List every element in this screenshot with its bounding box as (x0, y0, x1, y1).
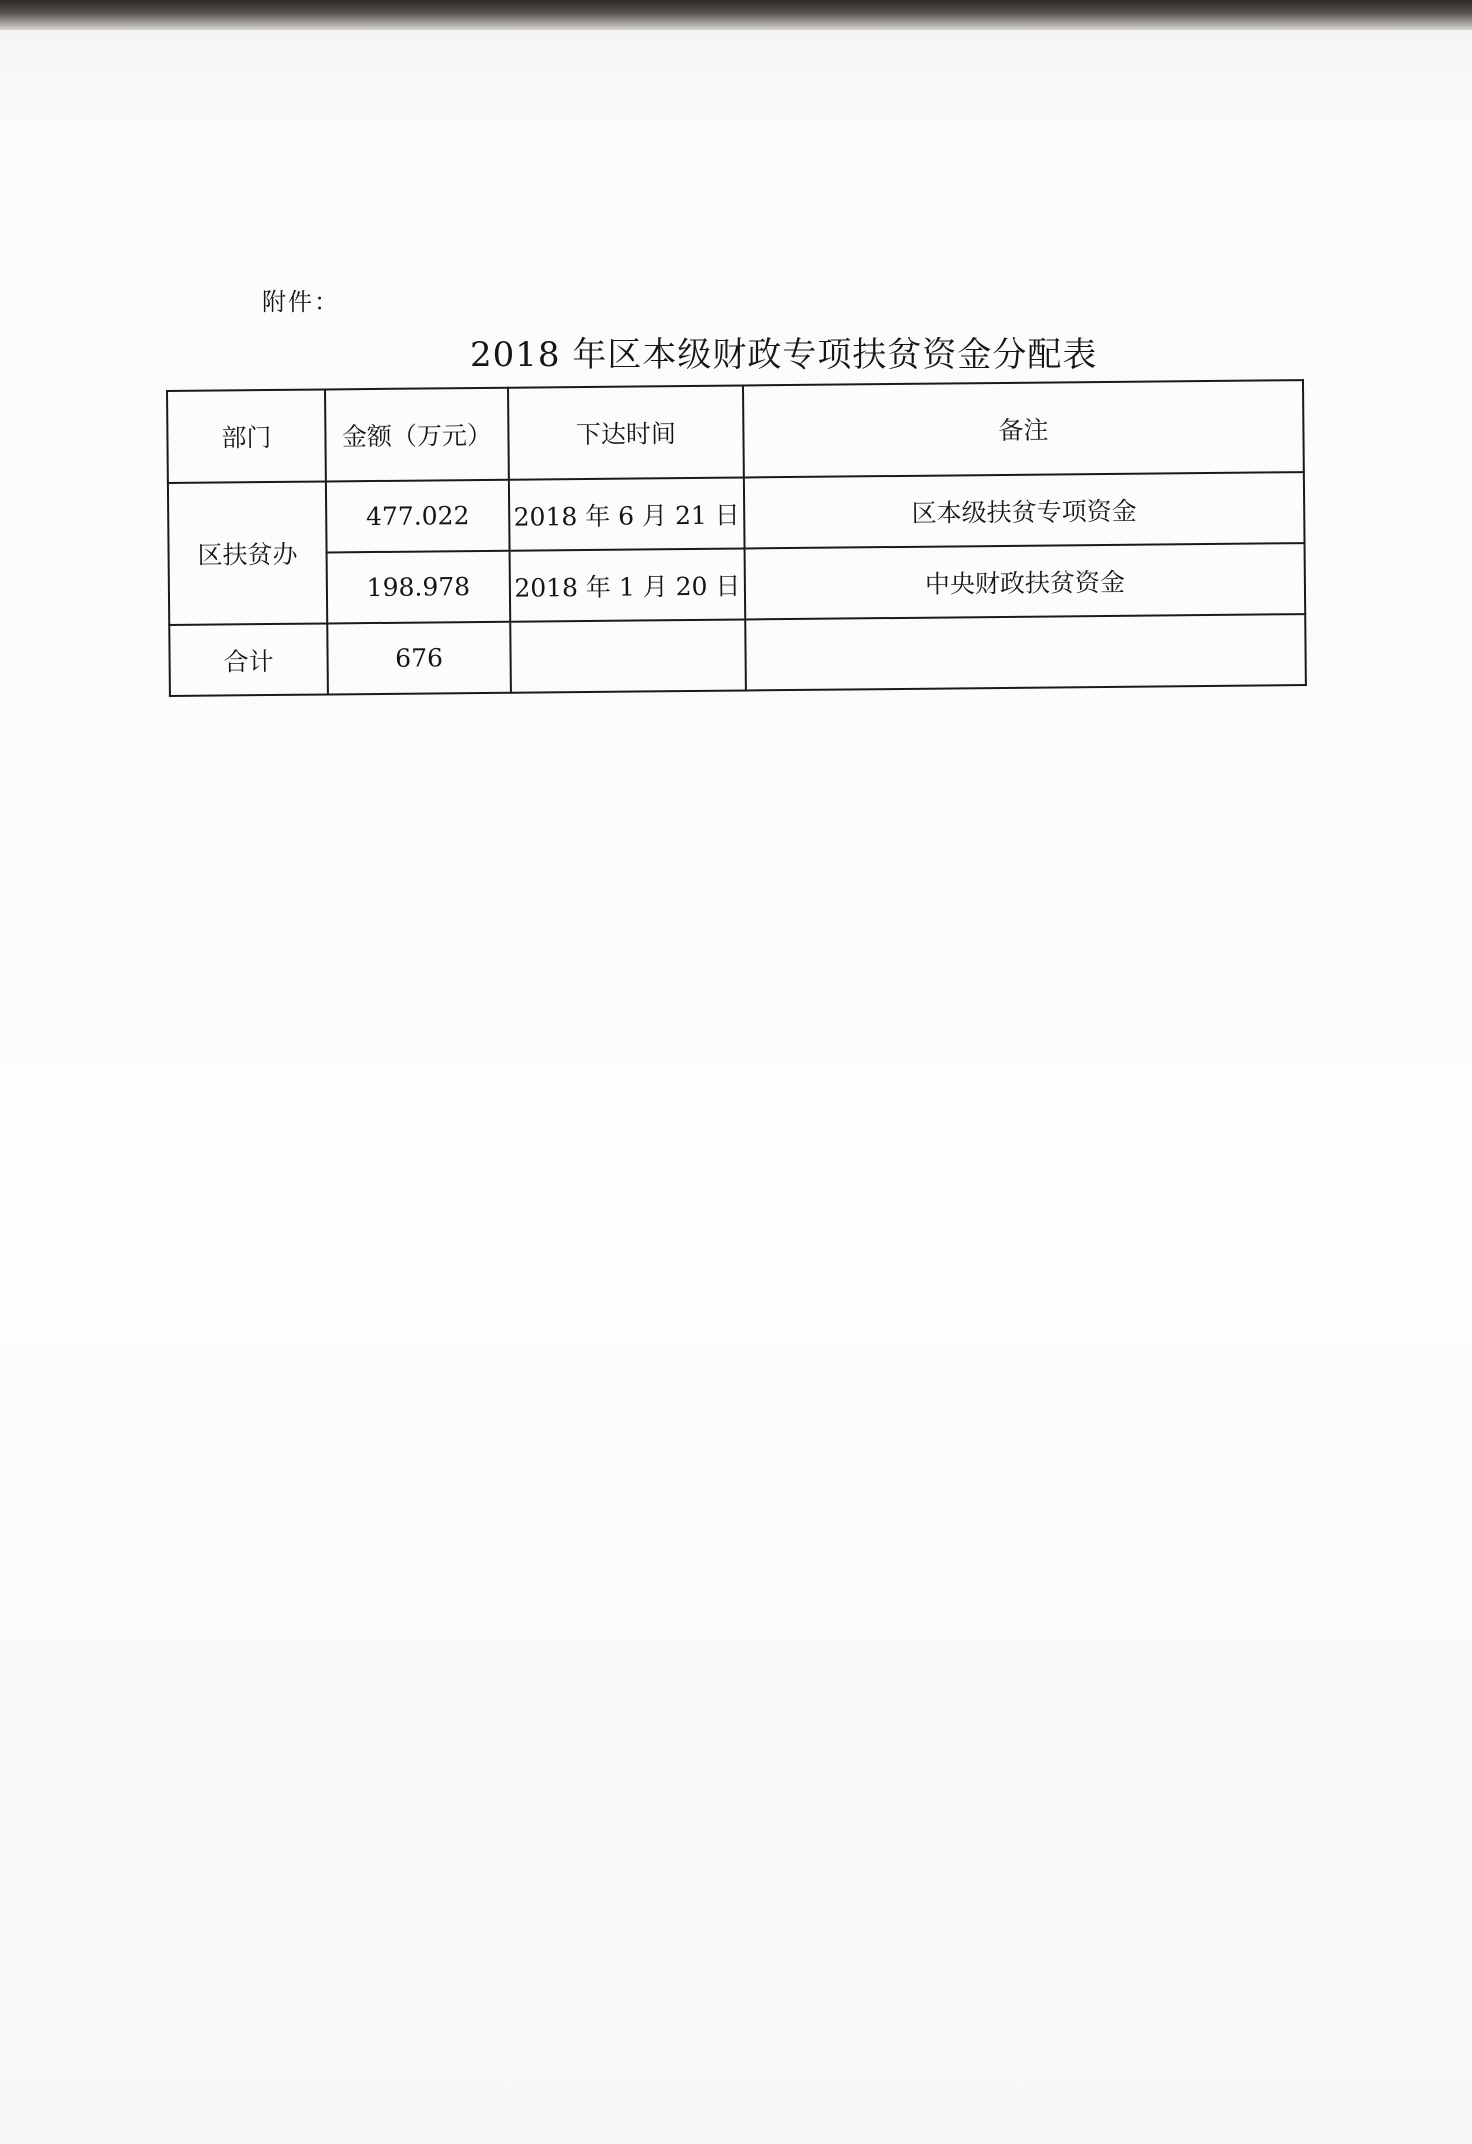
table-total-row (169, 614, 1306, 696)
department-cell: 区扶贫办 (168, 481, 327, 625)
allocation-table-wrapper (166, 379, 1307, 697)
total-amount-cell: 676 (327, 622, 511, 695)
header-date: 下达时间 (508, 385, 744, 479)
page-title: 2018 年区本级财政专项扶贫资金分配表 (470, 335, 1098, 375)
note-cell: 中央财政扶贫资金 (745, 543, 1306, 619)
header-note: 备注 (743, 380, 1304, 477)
table-header-row (167, 380, 1304, 483)
allocation-table (166, 379, 1307, 697)
attachment-label: 附件： (262, 288, 340, 316)
note-cell: 区本级扶贫专项资金 (744, 472, 1305, 548)
total-note-cell (745, 614, 1306, 690)
total-date-cell (510, 619, 746, 692)
date-cell: 2018 年 1 月 20 日 (510, 548, 746, 621)
amount-cell: 198.978 (327, 551, 511, 624)
header-amount: 金额（万元） (325, 388, 509, 482)
scan-top-edge (0, 0, 1472, 30)
header-department: 部门 (167, 389, 326, 483)
table-row (168, 472, 1305, 554)
table-row (169, 543, 1306, 625)
total-label-cell: 合计 (169, 623, 328, 696)
amount-cell: 477.022 (326, 480, 510, 553)
date-cell: 2018 年 6 月 21 日 (509, 477, 745, 550)
